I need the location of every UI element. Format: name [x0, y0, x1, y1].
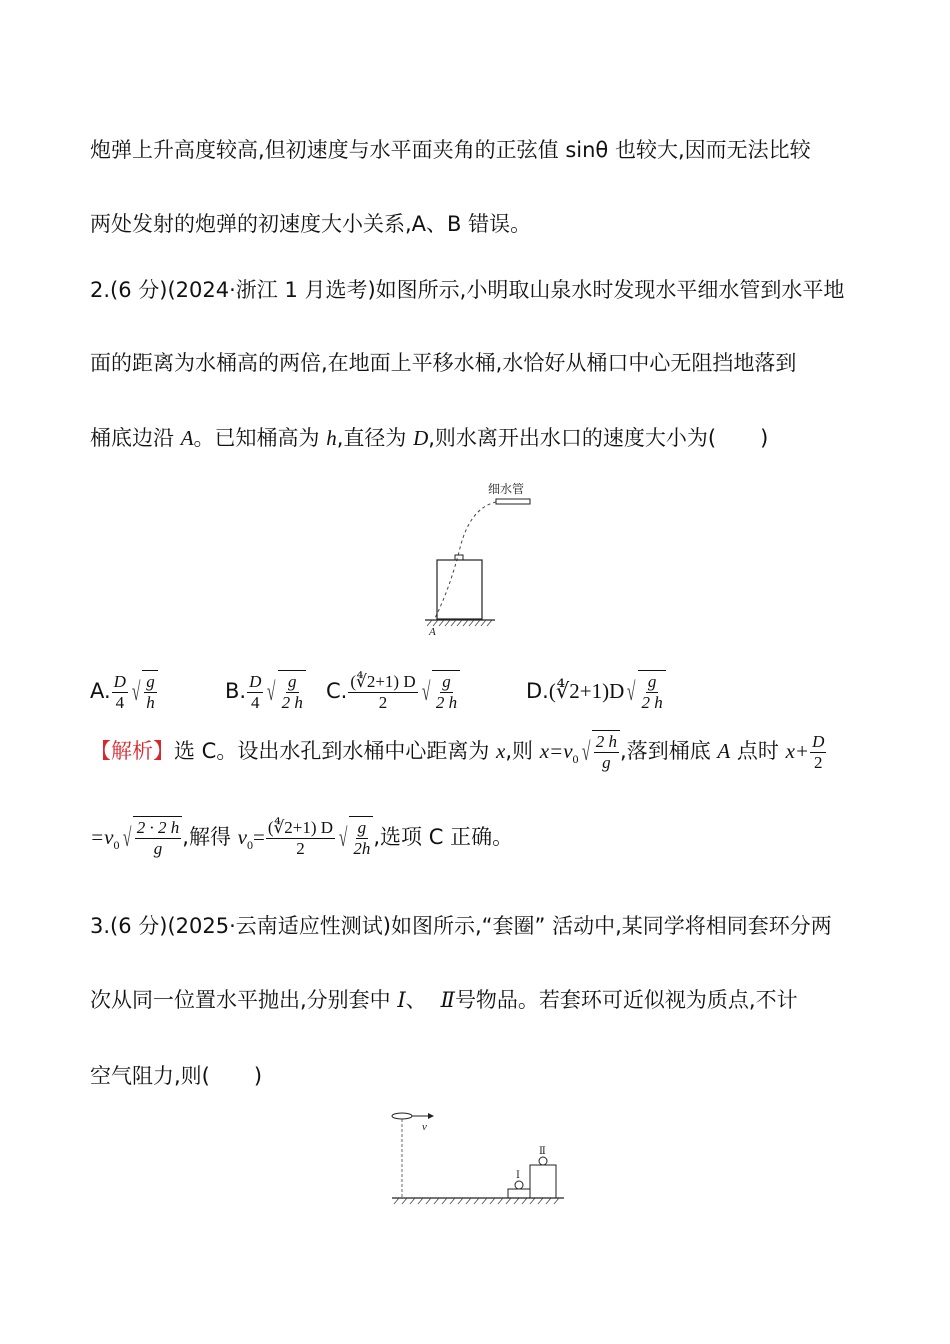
high-platform: [530, 1165, 556, 1198]
frac-num: g: [647, 672, 657, 691]
frac-den: 2: [296, 838, 305, 858]
frac-den: 2 h: [435, 693, 458, 712]
frac-den: g: [153, 839, 163, 858]
roman-1: Ⅰ: [397, 988, 406, 1012]
analysis-line: $=v_0$ √ $\frac{2 \cdot 2 h}{g}$ ,解得 $v_0=$ $\frac{(∜2+1) D}{2}$ √ $\frac{g}{2h}$ ,选项 C 正确。: [90, 817, 514, 858]
paragraph-line: 两处发射的炮弹的初速度大小关系,A、B 错误。: [90, 212, 532, 236]
option-a-label: A.: [90, 679, 111, 703]
text: 选 C。设出水孔到水桶中心距离为: [174, 739, 497, 763]
frac-den: 2: [813, 752, 823, 772]
frac-num: g: [357, 818, 367, 837]
frac-den: 4: [115, 692, 125, 712]
option-c[interactable]: C. $\frac{(∜2+1) D}{2}$ √ $\frac{g}{2 h}$: [326, 666, 460, 716]
subscript: 0: [572, 752, 579, 767]
ground-hatch: [394, 1198, 559, 1204]
option-d[interactable]: D.(∜2+1)D √ $\frac{g}{2 h}$: [526, 666, 666, 716]
frac-num: g: [288, 672, 297, 691]
bucket-figure: [410, 478, 550, 638]
var-D: D: [413, 426, 429, 450]
paragraph-line: 炮弹上升高度较高,但初速度与水平面夹角的正弦值 sinθ 也较大,因而无法比较: [90, 138, 811, 162]
arrow-head-icon: [428, 1113, 434, 1119]
subscript: 0: [246, 838, 253, 853]
item-2-label: Ⅱ: [539, 1146, 546, 1157]
question-2-line: [90, 424, 768, 452]
option-d-label: D.: [526, 679, 549, 703]
frac-num: (∜2+1) D: [267, 817, 334, 837]
text: ): [760, 426, 769, 450]
question-3-line: [90, 986, 798, 1014]
eq: x=v: [539, 739, 573, 763]
frac-num: D: [249, 671, 262, 691]
frac-den: g: [602, 753, 611, 772]
frac-num: D: [812, 731, 825, 751]
var-A: A: [180, 426, 194, 450]
var-x: x: [496, 739, 506, 763]
frac-num: (∜2+1) D: [350, 671, 416, 691]
option-d-expr: (∜2+1)D: [548, 679, 625, 703]
velocity-label: v: [422, 1121, 427, 1133]
option-b-label: B.: [225, 679, 247, 703]
var-A: A: [717, 739, 731, 763]
frac-den: 2 h: [641, 693, 663, 712]
frac-den: 2: [378, 692, 388, 712]
analysis-tag: 【解析】: [90, 739, 174, 763]
text: 次从同一位置水平抛出,分别套中: [90, 988, 398, 1012]
text: 桶底边沿: [90, 426, 181, 450]
var-h: h: [326, 426, 337, 450]
text: ,落到桶底: [620, 739, 718, 763]
text: 号物品。若套环可近似视为质点,不计: [454, 988, 798, 1012]
analysis-line: 【解析】选 C。设出水孔到水桶中心距离为 x,则 $x=v_0$ √ $\frac{2 h}{g}$ ,落到桶底 A 点时 x+ $\frac{D}{2}$: [90, 731, 825, 772]
question-3-line: [90, 1062, 262, 1090]
frac-den: h: [146, 693, 155, 712]
pipe-label: 细水管: [488, 482, 525, 496]
frac-num: 2 · 2 h: [136, 818, 180, 837]
text: 。已知桶高为: [193, 426, 327, 450]
text: ,直径为: [336, 426, 414, 450]
bucket-icon: [437, 560, 482, 619]
item-1-label: Ⅰ: [516, 1170, 520, 1181]
question-3-line: 3.(6 分)(2025·云南适应性测试)如图所示,“套圈” 活动中,某同学将相同套环分两: [90, 914, 832, 938]
frac-den: 4: [250, 692, 260, 712]
ground-hatch: [427, 620, 492, 626]
option-c-label: C.: [326, 679, 348, 703]
text: ,则水离开出水口的速度大小为(: [428, 426, 717, 450]
frac-num: D: [113, 671, 126, 691]
item-2-icon: [539, 1157, 547, 1165]
text: ,解得: [182, 825, 238, 849]
text: ): [253, 1064, 263, 1088]
text: 空气阻力,则(: [90, 1064, 210, 1088]
option-b[interactable]: B. $\frac{D}{4}$ √ $\frac{g}{2 h}$: [225, 666, 306, 716]
frac-num: 2 h: [595, 732, 618, 751]
low-platform: [508, 1189, 530, 1198]
text: 、: [405, 988, 427, 1012]
question-2-line: 2.(6 分)(2024·浙江 1 月选考)如图所示,小明取山泉水时发现水平细水管到水平地: [90, 278, 845, 302]
pipe-icon: [496, 499, 530, 504]
var-v: v: [237, 825, 247, 849]
text: ,选项 C 正确。: [373, 825, 514, 849]
frac-den: 2h: [353, 839, 371, 858]
frac-num: g: [442, 672, 451, 691]
item-1-icon: [515, 1181, 523, 1189]
question-2-line: 面的距离为水桶高的两倍,在地面上平移水桶,水恰好从桶口中心无阻挡地落到: [90, 351, 797, 375]
frac-den: 2 h: [281, 693, 303, 712]
roman-2: Ⅱ: [440, 988, 455, 1012]
eq: =v: [90, 825, 114, 849]
bucket-cap-icon: [455, 555, 463, 560]
option-a[interactable]: A. $\frac{D}{4}$ √ $\frac{g}{h}$: [90, 666, 158, 716]
frac-num: g: [146, 672, 155, 691]
subscript: 0: [113, 838, 120, 853]
point-A-label: A: [429, 626, 436, 638]
ring-icon: [392, 1113, 412, 1119]
eq: =: [252, 825, 265, 849]
ring-toss-figure: [388, 1106, 578, 1210]
eq: x+: [785, 739, 810, 763]
text: ,则: [505, 739, 540, 763]
text: 点时: [730, 739, 786, 763]
